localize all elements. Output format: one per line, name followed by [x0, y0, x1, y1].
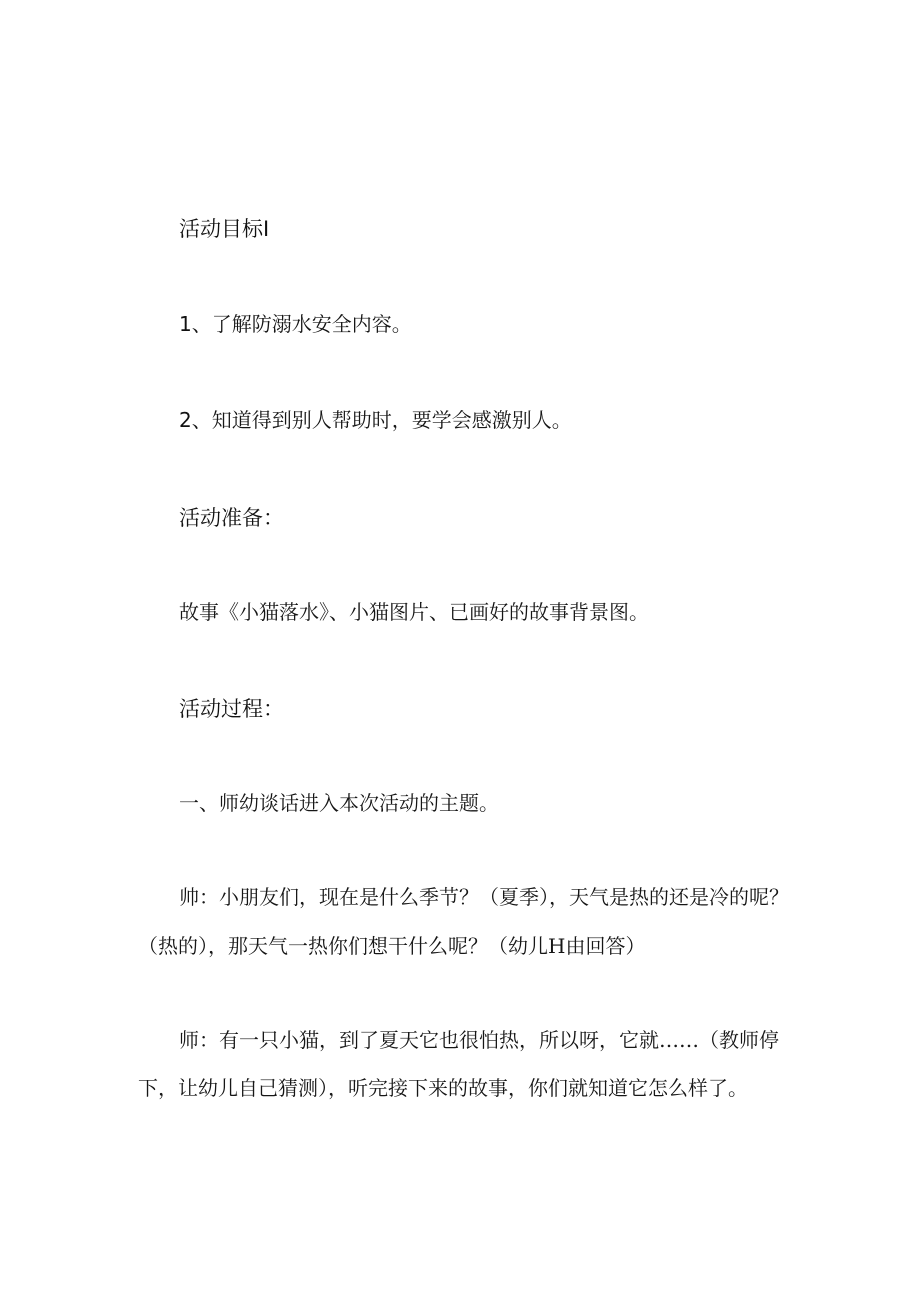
preparation-text: 故事《小猫落水》、小猫图片、已画好的故事背景图。	[179, 600, 649, 624]
dialogue-2-line-1: 师：有一只小猫，到了夏天它也很怕热，所以呀，它就……（教师停	[179, 1028, 779, 1052]
heading-activity-goals: 活动目标I	[179, 217, 270, 241]
goal-item-1	[179, 314, 412, 335]
dialogue-1-line-1: 帅：小朋友们，现在是什么季节？（夏季），天气是热的还是冷的呢？	[179, 885, 789, 909]
goal-item-number: 1	[179, 312, 192, 336]
dialogue-2-line-2: 下，让幼儿自己猜测），听完接下来的故事，你们就知道它怎么样了。	[138, 1076, 748, 1100]
goal-item-text: 、了解防溺水安全内容。	[191, 312, 412, 336]
heading-activity-process: 活动过程：	[179, 697, 284, 721]
goal-item-2	[179, 410, 572, 431]
goal-item-text: 、知道得到别人帮助时，要学会感激别人。	[191, 408, 572, 432]
heading-activity-preparation: 活动准备：	[179, 506, 284, 530]
dialogue-1-line-2: （热的），那天气一热你们想干什么呢？（幼儿H由回答）	[138, 934, 646, 958]
goal-item-number: 2	[179, 408, 192, 432]
process-step-1: 一、师幼谈话进入本次活动的主题。	[179, 791, 499, 815]
